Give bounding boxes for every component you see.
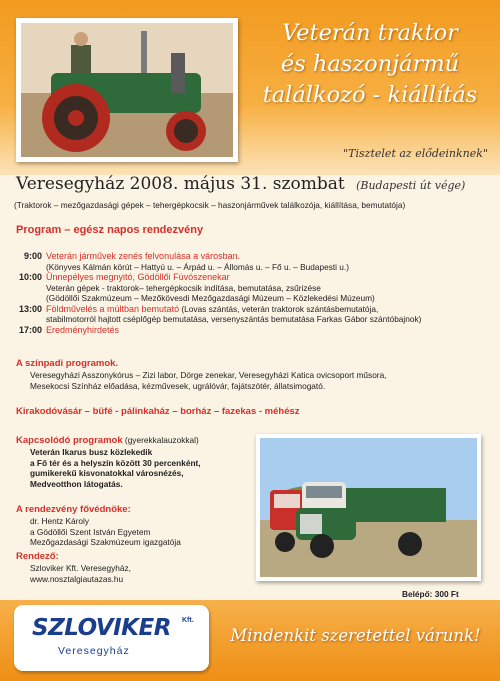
related-line: Veterán Ikarus busz közlekedik: [30, 446, 153, 457]
schedule-detail: stabilmotorról hajtott cséplőgép bemutatása, versenyszántás bemutatása Farkas Gábor szántóbajnok): [46, 314, 422, 324]
stage-line: Mesekocsi Színház előadása, kézművesek, ugrálóvár, fajátszótér, állatsimogató.: [30, 380, 326, 391]
related-line: a Fő tér és a helyszín között 30 percenként,: [30, 457, 201, 468]
program-title: Program – egész napos rendezvény: [16, 224, 204, 236]
related-line: Medveotthon látogatás.: [30, 479, 123, 490]
patron-title: A rendezvény fővédnöke:: [16, 504, 131, 515]
title-line-2: és haszonjármű: [280, 51, 460, 77]
event-title: [245, 18, 495, 111]
footer-banner: [0, 600, 500, 681]
logo-city: Veresegyház: [58, 645, 130, 657]
organizer-title: Rendező:: [16, 551, 59, 562]
logo-suffix: Kft.: [182, 617, 194, 624]
event-location: (Budapesti út vége): [356, 179, 466, 192]
schedule-event: Földművelés a múltban bemutató: [46, 303, 180, 314]
schedule-row: [16, 304, 496, 325]
schedule-event: Eredményhirdetés: [46, 324, 120, 335]
fair-text: Kirakodóvásár – büfé - pálinkaház – borház – fazekas - méhész: [16, 406, 300, 417]
schedule-row: [16, 251, 496, 272]
fair-line: [16, 407, 496, 418]
schedule-event: Veterán járművek zenés felvonulása a városban.: [46, 251, 241, 261]
welcome-text: Mindenkit szeretettel várunk!: [230, 626, 481, 645]
tractor-illustration: [21, 23, 233, 157]
schedule-row: [16, 272, 496, 304]
stage-programs: [16, 359, 496, 391]
schedule-time: 10:00: [18, 272, 42, 282]
title-line-3: találkozó - kiállítás: [262, 82, 478, 108]
patron-line: Mezőgazdasági Szakmúzeum igazgatója: [30, 537, 181, 548]
schedule-event: Ünnepélyes megnyitó, Gödöllői Fúvószenekar: [46, 272, 230, 282]
schedule-detail: (Könyves Kálmán körút – Hattyú u. – Árpád u. – Állomás u. – Fő u. – Budapesti u.): [46, 261, 349, 272]
patron-line: a Gödöllői Szent István Egyetem: [30, 526, 151, 537]
truck-photo: [260, 438, 477, 577]
schedule-time: 13:00: [18, 303, 42, 314]
organizer-line: Szloviker Kft. Veresegyház,: [30, 562, 131, 573]
motto: "Tisztelet az elődeinknek": [343, 147, 488, 160]
schedule-detail: Veterán gépek - traktorok– tehergépkocsik indítása, bemutatása, zsűrizése: [46, 282, 321, 293]
stage-line: Veresegyházi Asszonykórus – Zizi labor, Dörge zenekar, Veresegyházi Katica ovicsoport műsora,: [30, 369, 387, 380]
schedule-detail: (Gödöllői Szakmúzeum – Mezőkövesdi Mezőgazdasági Múzeum – Közlekedési Múzeum): [46, 293, 375, 303]
truck-photo-frame: [256, 434, 481, 581]
stage-title: A színpadi programok.: [16, 358, 119, 369]
event-date: Veresegyház 2008. május 31. szombat: [16, 174, 345, 194]
related-title: Kapcsolódó programok: [16, 435, 123, 446]
logo-name: SZLOVIKER: [32, 615, 171, 641]
truck-illustration: [260, 438, 477, 577]
organizer: [16, 552, 256, 584]
schedule: [16, 251, 496, 335]
schedule-row: [16, 325, 496, 336]
tractor-photo: [21, 23, 233, 157]
related-note: (gyerekkalauzokkal): [122, 435, 199, 445]
schedule-time: 9:00: [23, 251, 42, 261]
schedule-detail-inline: (Lovas szántás, veterán traktorok szántásbemutatója,: [179, 303, 379, 314]
patron-line: dr. Hentz Károly: [30, 515, 90, 526]
event-dateline: [16, 174, 486, 194]
organizer-website: www.nosztalgiautazas.hu: [30, 573, 124, 584]
entry-price: Belépő: 300 Ft: [402, 589, 459, 599]
patron: [16, 505, 256, 548]
schedule-time: 17:00: [18, 324, 42, 335]
related-programs: [16, 435, 256, 490]
tractor-photo-frame: [16, 18, 238, 162]
event-subtitle: (Traktorok – mezőgazdasági gépek – tehergépkocsik – haszonjárművek találkozója, kiállítása, bemutatója): [14, 200, 406, 210]
header-banner: [0, 0, 500, 175]
title-line-1: Veterán traktor: [282, 20, 458, 46]
related-line: gumikerekű kisvonatokkal városnézés,: [30, 468, 184, 479]
sponsor-logo: [14, 605, 209, 671]
